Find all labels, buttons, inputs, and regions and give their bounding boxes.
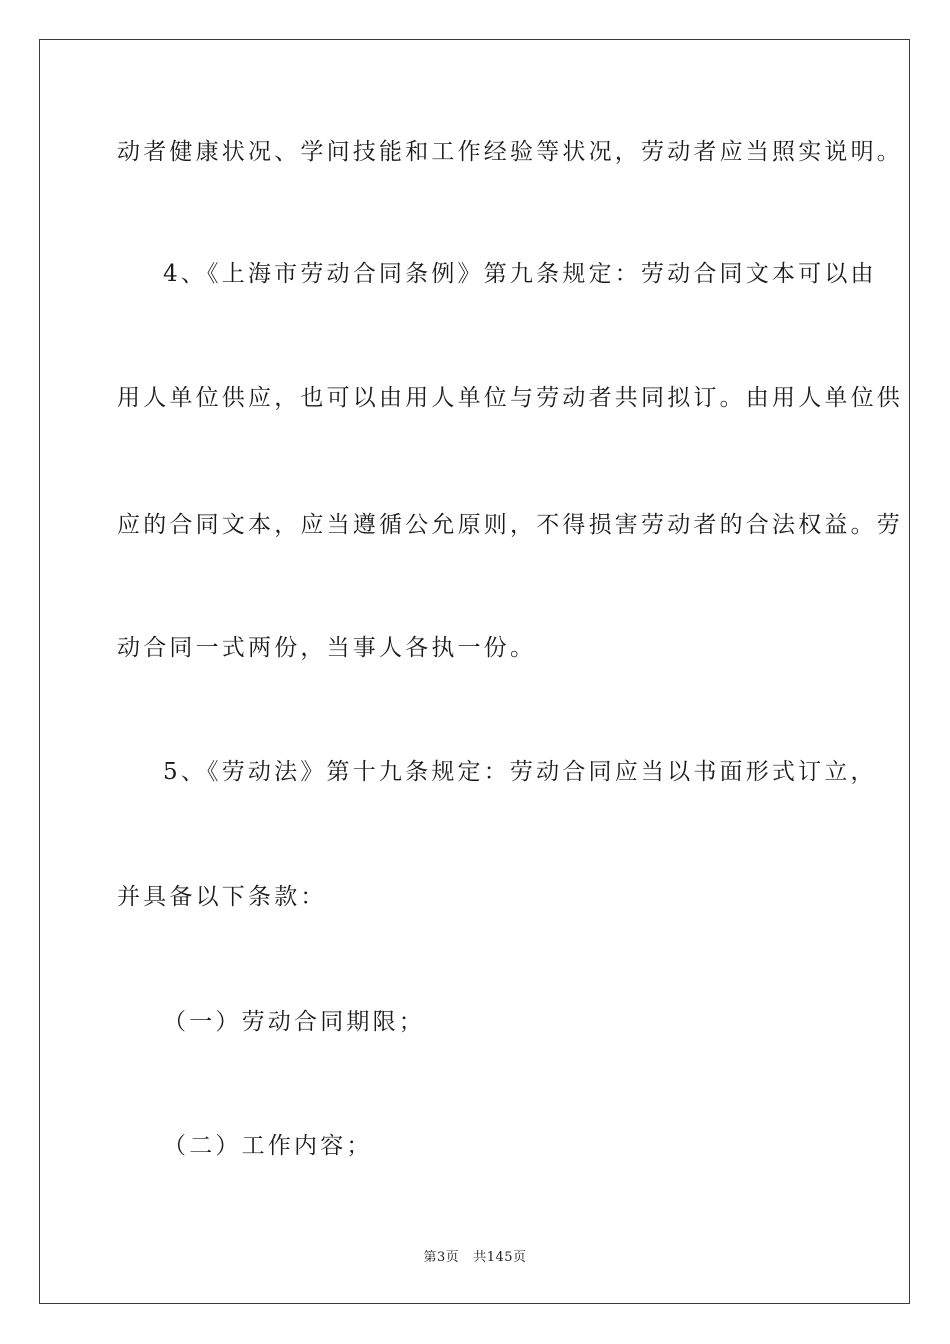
body-line-8: （一）劳动合同期限； (163, 1009, 425, 1035)
body-line-9: （二）工作内容； (163, 1133, 373, 1159)
body-line-1: 动者健康状况、学问技能和工作经验等状况，劳动者应当照实说明。 (117, 139, 903, 165)
page-number: 第3页 (423, 1250, 460, 1265)
body-line-7: 并具备以下条款： (117, 884, 327, 910)
page-footer (0, 1246, 950, 1265)
body-line-3: 用人单位供应，也可以由用人单位与劳动者共同拟订。由用人单位供 (117, 385, 903, 411)
body-line-6: 5、《劳动法》第十九条规定：劳动合同应当以书面形式订立， (163, 759, 877, 785)
body-line-5: 动合同一式两份，当事人各执一份。 (117, 635, 537, 661)
page-total: 共145页 (473, 1250, 527, 1265)
body-line-4: 应的合同文本，应当遵循公允原则，不得损害劳动者的合法权益。劳 (117, 512, 903, 538)
body-line-2: 4、《上海市劳动合同条例》第九条规定：劳动合同文本可以由 (163, 261, 877, 287)
page-border (39, 39, 910, 1304)
